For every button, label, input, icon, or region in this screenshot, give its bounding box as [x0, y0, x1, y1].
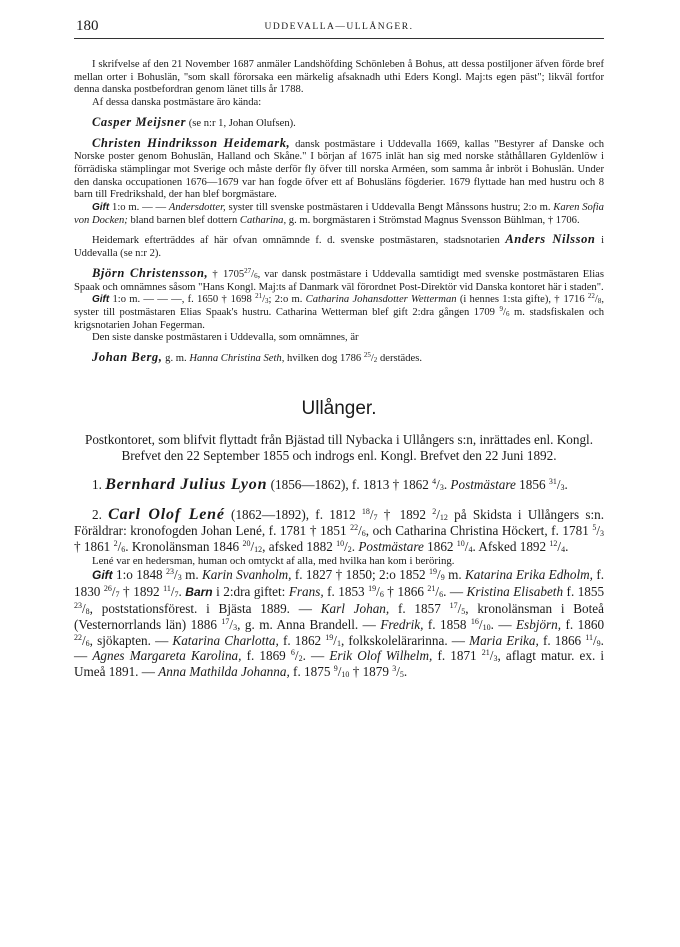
date-day: 2: [113, 538, 118, 548]
office-title: Postmästare: [450, 477, 516, 493]
date-month: 3: [493, 654, 498, 664]
text: , syster till postmästaren Elias Spaak's hustru. Catharina Wetterman blef gift 2:dra gången 1709: [74, 294, 605, 318]
paragraph-successor: [74, 233, 604, 260]
date-day: 19: [429, 567, 438, 577]
text: † 1892: [123, 584, 160, 600]
date-month: 5: [399, 670, 404, 680]
text: på Skidsta i Ullångers s:n. Föräldrar: kronofogden Johan Lené, f. 1781 † 1851: [74, 507, 605, 538]
text: , afsked 1882: [262, 538, 333, 554]
text: .: [565, 538, 569, 554]
child-name: Anna Mathilda Johanna,: [158, 664, 290, 680]
text: f. 1875: [293, 664, 331, 680]
entry-meijsner: [74, 116, 604, 131]
paragraph: Den siste danske postmästaren i Uddevalla, som omnämnes, är: [92, 332, 359, 344]
entry-name: Carl Olof Lené: [108, 506, 225, 524]
entry-lene: 2. Carl Olof Lené (1862—1892), f. 1812 $^{18}/_7$ † 1892 $^2/_{12}$ på Skidsta i Ullångers s:n. Föräldrar: kronofogden Johan Lené, f. 1781 † 1851 $^{22}/_6$, och Catharina Christina Höckert, f. 1781 $^5/_3$ † 1861 $^2/_6$. Kronolänsman 1846 $^{20}/_{12}$, afsked 1882 $^{10}/_2$. Postmästare 1862 $^{10}/_4$. Afsked 1892 $^{12}/_4$.: [74, 506, 605, 554]
date-month: 6: [85, 638, 90, 648]
gift-label: Gift: [92, 568, 113, 583]
text: ; 2:o m.: [268, 294, 303, 306]
book-page: [74, 18, 604, 680]
date-month: 6: [121, 544, 126, 554]
text: , folkskolelärarinna. —: [340, 632, 465, 648]
entry-text: dansk postmästare i Uddevalla 1669, kallas "Bestyrer af Danske och Norske poster genom Bohuslän, Halland och Skåne." I början af 1675 inlät han sig med norske ståthållaren Gyldenlöw i förrädiska stämplingar mot Sverige och måste derför fly öfver till norska Arméen, som samma år inbröt i Bohuslän. Under den danska occupationen 1676—1679 var han fogde öfver ett af Bohusläns fögderier. 1679 flyttade han med hustru och 8 barn till Fredrikshald, der han blef borgmästare.: [74, 138, 604, 201]
text: (i hennes 1:sta gifte), † 1716: [459, 294, 585, 306]
text: , aflagt matur. ex. i Umeå 1891. —: [74, 648, 605, 680]
date-month: 9: [596, 638, 601, 648]
gift-label: Gift: [92, 294, 110, 306]
person-name: Catharina Johansdotter Wetterman: [305, 294, 457, 306]
date-day: 4: [432, 477, 437, 487]
text: f. 1871: [437, 648, 477, 664]
text: , sjökapten. —: [89, 632, 169, 648]
entry-christensson: Björn Christensson, † $1705^{27}/_6$, var dansk postmästare i Uddevalla samtidigt med svenske postmästaren Elias Spaak och omnämnes såsom "Hans Kongl. Maj:ts af Danmark väl förordnet Post-Direktör vid Danska kontoret här i staden".: [74, 265, 604, 293]
text: f. 1860: [565, 616, 605, 632]
text: bland barnen blef dottern: [130, 214, 238, 226]
date-month: 12: [439, 513, 448, 523]
date-day: 26: [103, 584, 112, 594]
text: . Kronolänsman 1846: [125, 538, 240, 554]
running-head: UDDEVALLA—ULLÅNGER.: [264, 22, 414, 32]
text: m.: [448, 567, 462, 583]
child-name: Kristina Elisabeth: [466, 584, 564, 600]
date-month: 4: [468, 544, 473, 554]
entry-lene-description: Lené var en hedersman, human och omtyckt af alla, med hvilka han kom i beröring.: [92, 554, 455, 567]
text: i Uddevalla (se n:r 2).: [74, 235, 605, 260]
date-day: 5: [592, 522, 597, 532]
entry-name: Bernhard Julius Lyon: [105, 476, 268, 494]
text: . —: [490, 616, 512, 632]
text: 1862: [427, 538, 454, 554]
entry-berg: Johan Berg, g. m. Hanna Christina Seth, hvilken dog 1786 $^{25}/_2$ derstädes.: [92, 350, 423, 365]
date-day: 22: [74, 632, 82, 642]
text: 1:o m. — —: [112, 202, 167, 214]
date-month: 2: [373, 356, 378, 365]
date-month: 4: [561, 544, 566, 554]
text: 1:o 1848: [116, 567, 163, 583]
date-month: 6: [361, 528, 366, 538]
date-day: 19: [325, 632, 334, 642]
text: g. m.: [165, 353, 187, 365]
gift-label: Gift: [92, 202, 110, 214]
section-intro: Postkontoret, som blifvit flyttadt från Bjästad till Nybacka i Ullångers s:n, inrättades enl. Kongl. Brefvet den 22 September 1855 och indrogs enl. Kongl. Brefvet den 22 Juni 1892.: [85, 431, 593, 463]
person-name: Karen Sofia von Docken;: [74, 202, 604, 226]
text: .: [443, 477, 448, 493]
date-month: 3: [233, 622, 238, 632]
child-name: Erik Olof Wilhelm,: [329, 648, 433, 664]
paragraph: I skrifvelse af den 21 November 1687 anmäler Landshöfding Schönleben å Bohus, att dessa postiljoner äfven förde bref mellan orter i Bohuslän, "som skall förorsaka een märkelig afsaknadh uthi Eders Kongl. Maj:ts egen päst"; likväl fortfor denna danska postbefordran genom länet tills år 1788.: [74, 59, 604, 96]
entry-text: (se n:r 1, Johan Olufsen).: [188, 117, 296, 129]
text: .: [403, 664, 408, 680]
date-month: 6: [505, 309, 510, 318]
text: . —: [74, 632, 604, 664]
person-name: Andersdotter,: [168, 202, 226, 214]
child-name: Esbjörn,: [516, 616, 562, 632]
person-name: Hanna Christina Seth,: [189, 353, 285, 365]
text: , var dansk postmästare i Uddevalla samtidigt med svenske postmästaren Elias Spaak och omnämnes såsom "Hans Kongl. Maj:ts af Danmark väl förordnet Post-Direktör vid Danska kontoret här i staden".: [74, 268, 604, 293]
date-day: 10: [456, 538, 465, 548]
section-title: Ullånger.: [301, 397, 377, 419]
date-month: 6: [439, 590, 444, 600]
office-title: Postmästare: [358, 538, 424, 554]
date-month: 6: [254, 271, 258, 280]
date-month: 7: [174, 590, 179, 600]
child-name: Maria Erika,: [469, 632, 539, 648]
date-day: 12: [549, 538, 558, 548]
date-month: 3: [439, 483, 444, 493]
entry-name: Björn Christensson,: [92, 265, 209, 280]
text: f. 1858: [427, 616, 467, 632]
text: , och Catharina Christina Höckert, f. 1781: [365, 522, 589, 538]
entry-name: Christen Hindriksson Heidemark,: [92, 135, 291, 150]
text: .: [564, 477, 568, 493]
date-day: 19: [368, 584, 377, 594]
date-month: 6: [379, 590, 384, 600]
date-day: 9: [499, 304, 504, 313]
text: .: [351, 538, 356, 554]
entry-christensson-marriage: Gift 1:o m. — — —, f. 1650 † 1698 $^{21}/_3$; 2:o m. Catharina Johansdotter Wetterman (i hennes 1:sta gifte), † 1716 $^{22}/_8$, syster till postmästaren Elias Spaak's hustru. Catharina Wetterman blef gift 2:dra gången 1709 $^9/_6$ m. stadsfiskalen och krigsnotarien Johan Fegerman.: [74, 292, 605, 331]
ullanger-section: [74, 432, 604, 680]
text: i 2:dra giftet:: [216, 584, 286, 600]
date-month: 2: [347, 544, 352, 554]
text: f. 1853: [327, 584, 365, 600]
date-month: 7: [373, 513, 378, 523]
text: f. 1862: [282, 632, 322, 648]
date-day: 21: [255, 292, 263, 301]
text: .: [178, 584, 182, 600]
date-day: 11: [163, 584, 171, 594]
text: derstädes.: [379, 353, 423, 365]
date-day: 17: [221, 616, 230, 626]
text: . Afsked 1892: [472, 538, 547, 554]
text: , kronolänsman i Boteå (Vesternorrlands län) 1886: [74, 600, 605, 632]
date-day: 22: [587, 292, 595, 301]
text: hvilken dog 1786: [287, 353, 362, 365]
paragraph: Af dessa danska postmästare äro kända:: [92, 97, 262, 109]
text: † 1892: [383, 507, 426, 523]
entry-heidemark: [74, 137, 604, 203]
date-day: 10: [336, 538, 345, 548]
text: , g. m. Anna Brandell. —: [237, 616, 376, 632]
barn-label: Barn: [185, 585, 213, 600]
child-name: Fredrik,: [380, 616, 424, 632]
entry-number: 2.: [92, 507, 102, 523]
text: 1:o m. — — —, f. 1650 † 1698: [112, 294, 252, 306]
date-day: 17: [449, 600, 458, 610]
date-day: 31: [548, 477, 557, 487]
text: f. 1855: [566, 584, 605, 600]
text: † 1861: [74, 538, 111, 554]
text: 1856: [519, 477, 546, 493]
date-month: 3: [600, 528, 605, 538]
date-day: 2: [432, 507, 437, 517]
date-day: 9: [333, 664, 338, 674]
text: f. 1866: [542, 632, 582, 648]
entry-name: Casper Meijsner: [92, 114, 187, 129]
date-month: 3: [560, 483, 565, 493]
text: (1862—1892), f. 1812: [231, 507, 356, 523]
child-name: Karl Johan,: [320, 600, 390, 616]
date-day: 18: [361, 507, 370, 517]
date-month: 5: [461, 606, 466, 616]
entry-name: Johan Berg,: [92, 350, 163, 365]
text: f. 1830: [74, 567, 605, 600]
date-day: 23: [166, 567, 175, 577]
child-name: Katarina Charlotta,: [172, 632, 279, 648]
text: Heidemark efterträddes af här ofvan omnämnde f. d. svenske postmästaren, stadsnotarien: [92, 235, 500, 247]
entry-heidemark-marriage: [74, 202, 604, 227]
page-number: 180: [76, 18, 99, 34]
date-day: 11: [585, 632, 593, 642]
text: . —: [443, 584, 464, 600]
child-name: Frans,: [288, 584, 324, 600]
child-name: Agnes Margareta Karolina,: [92, 648, 242, 664]
person-name: Catharina,: [239, 214, 287, 226]
date-month: 1: [336, 638, 341, 648]
entry-name: Anders Nilsson: [505, 232, 596, 247]
date-month: 9: [440, 573, 445, 583]
date-day: 6: [290, 648, 295, 658]
entry-lene-family: Gift 1:o 1848 $^{23}/_3$ m. Karin Svanholm, f. 1827 † 1850; 2:o 1852 $^{19}/_9$ m. Katarina Erika Edholm, f. 1830 $^{26}/_7$ † 1892 $^{11}/_7$. Barn i 2:dra giftet: Frans, f. 1853 $^{19}/_6$ † 1866 $^{21}/_6$. — Kristina Elisabeth f. 1855 $^{23}/_8$, poststationsförest. i Bjästa 1889. — Karl Johan, f. 1857 $^{17}/_5$, kronolänsman i Boteå (Vesternorrlands län) 1886 $^{17}/_3$, g. m. Anna Brandell. — Fredrik, f. 1858 $^{16}/_{10}$. — Esbjörn, f. 1860 $^{22}/_6$, sjökapten. — Katarina Charlotta, f. 1862 $^{19}/_1$, folkskolelärarinna. — Maria Erika, f. 1866 $^{11}/_9$. — Agnes Margareta Karolina, f. 1869 $^6/_2$. — Erik Olof Wilhelm, f. 1871 $^{21}/_3$, aflagt matur. ex. i Umeå 1891. — Anna Mathilda Johanna, f. 1875 $^9/_{10}$ † 1879 $^3/_5$.: [74, 567, 605, 680]
date-day: 22: [350, 522, 359, 532]
date-month: 3: [177, 573, 182, 583]
date-day: 3: [392, 664, 397, 674]
text: † 1879: [352, 664, 389, 680]
date-month: 10: [482, 622, 491, 632]
date-day: 16: [470, 616, 479, 626]
date-day: 20: [242, 538, 251, 548]
text: g. m. borgmästaren i Strömstad Magnus Svensson Bühlman, † 1706.: [288, 214, 580, 226]
text: (1856—1862), f. 1813 † 1862: [270, 477, 429, 493]
date-day: 21: [427, 584, 436, 594]
date-day: 25: [363, 351, 371, 360]
date-month: 7: [115, 590, 120, 600]
text: m.: [185, 567, 199, 583]
page-header: [74, 18, 604, 39]
text: m. stadsfiskalen och krigsnotarien Johan Fegerman.: [74, 306, 604, 331]
date-month: 12: [254, 544, 263, 554]
entry-lyon: 1. Bernhard Julius Lyon (1856—1862), f. 1813 † 1862 $^4/_3$. Postmästare 1856 $^{31}/_3$.: [92, 476, 568, 494]
date-month: 8: [597, 297, 602, 306]
text: . —: [302, 648, 325, 664]
text: f. 1857: [397, 600, 441, 616]
date-month: 8: [85, 606, 90, 616]
text: syster till svenske postmästaren i Uddevalla Bengt Månssons hustru; 2:o m.: [228, 202, 551, 214]
date-day: 27: [244, 266, 252, 275]
date-month: 10: [341, 670, 350, 680]
text: † 1705: [212, 268, 245, 280]
text: f. 1869: [246, 648, 286, 664]
uddevalla-section: [74, 59, 604, 366]
date-day: 21: [481, 648, 490, 658]
person-name: Katarina Erika Edholm,: [465, 567, 593, 583]
person-name: Karin Svanholm,: [202, 567, 292, 583]
date-month: 2: [298, 654, 303, 664]
entry-number: 1.: [92, 477, 102, 493]
date-month: 3: [265, 297, 269, 306]
text: , poststationsförest. i Bjästa 1889. —: [89, 600, 312, 616]
date-day: 23: [74, 600, 82, 610]
text: f. 1827 † 1850; 2:o 1852: [294, 567, 426, 583]
text: † 1866: [387, 584, 424, 600]
